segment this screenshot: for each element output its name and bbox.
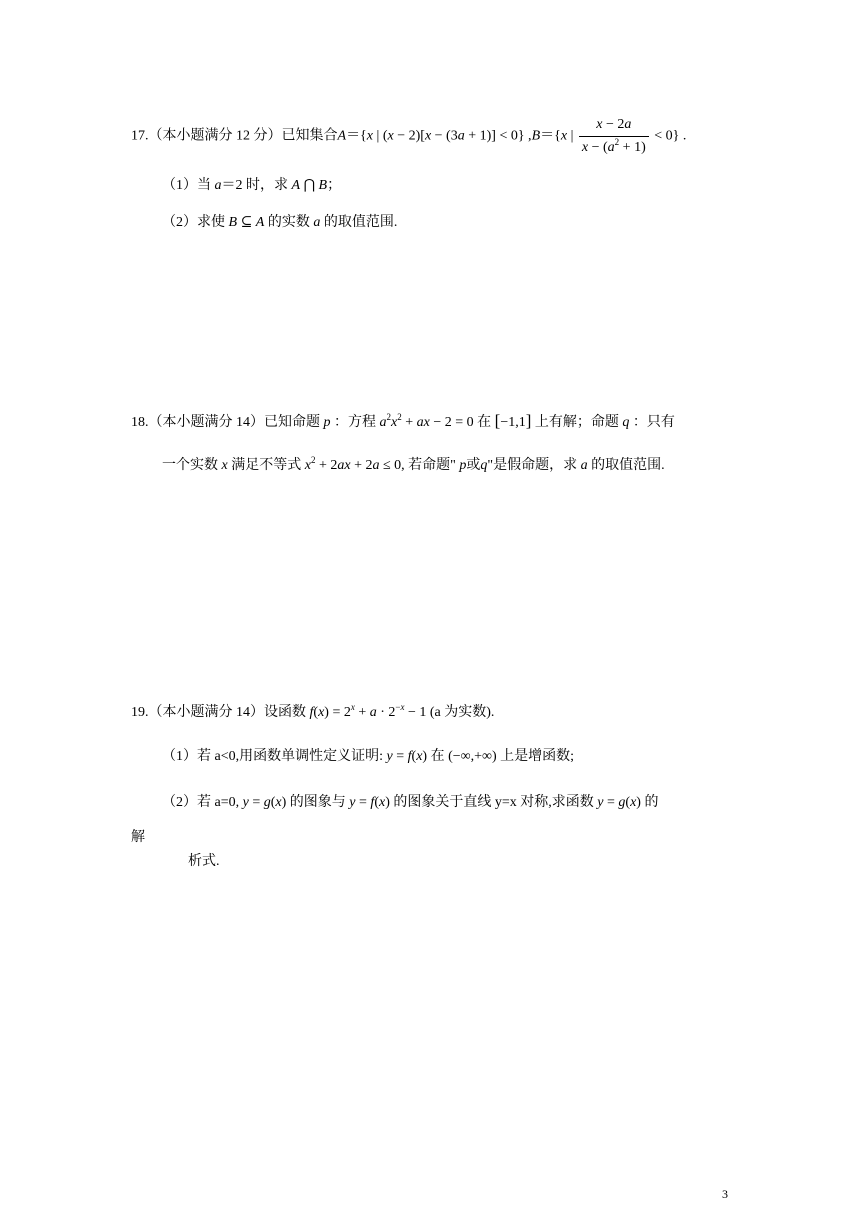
q17-part1: （1）当 a＝2 时，求 A ⋂ B；	[162, 178, 342, 193]
q19-part2: （2）若 a=0, y = g(x) 的图象与 y = f(x) 的图象关于直线 y=x 对称,求函数 y = g(x) 的	[162, 795, 659, 810]
page-number: 3	[722, 1187, 728, 1201]
q17-fraction: $\frac{x - 2a}{x - (a^2 + 1)}$	[579, 115, 649, 158]
q17-part2: （2）求使 B ⊆ A 的实数 a 的取值范围.	[162, 215, 398, 230]
q19-part2-end: 析式.	[188, 854, 220, 869]
q18-line2: 一个实数 x 满足不等式 $x^2 + 2ax + 2a \le 0$, 若命题" p或q"是假命题，求 a 的取值范围.	[162, 455, 665, 473]
q18-line1: 18.（本小题满分 14）已知命题 p ：方程 $a^2x^2$ + ax − 2 = 0 在 [−1,1] 上有解；命题 q ：只有	[131, 411, 675, 430]
q19-part2-wrap: 解	[131, 830, 145, 845]
q17-intro: 17.（本小题满分 12 分）已知集合	[131, 128, 338, 144]
q19-part1: （1）若 a<0,用函数单调性定义证明: y = f(x) 在 (−∞,+∞) 上是增函数;	[162, 749, 575, 764]
q17-statement: 17.（本小题满分 12 分）已知集合A＝{x | (x − 2)[x − (3a + 1)] < 0} ,B＝{x | $\frac{x - 2a}{x - (a^2 + 1)}$ < 0} .	[131, 115, 686, 158]
q19-intro: 19.（本小题满分 14）设函数 $f(x) = 2^x + a \cdot 2^{-x} - 1$ (a 为实数).	[131, 702, 495, 720]
